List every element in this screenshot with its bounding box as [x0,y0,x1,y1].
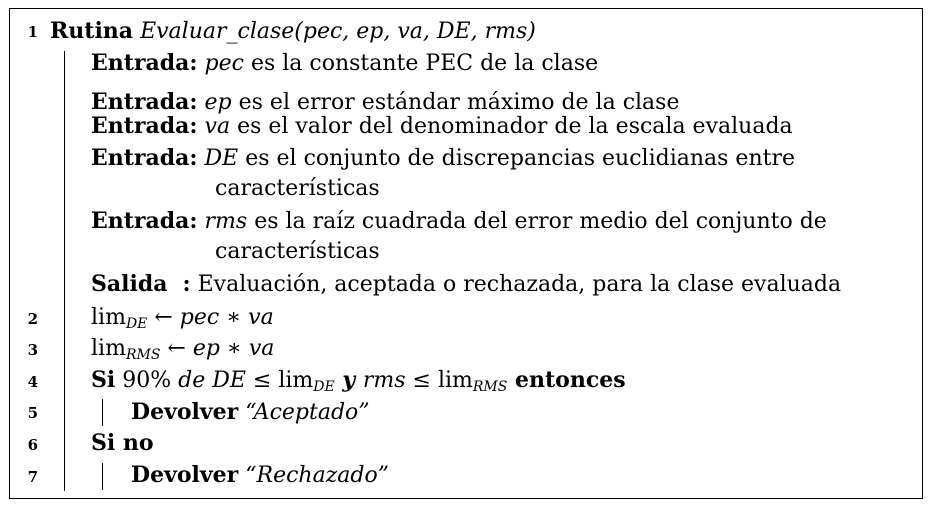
le-operator: ≤ [405,368,438,393]
else-block-rule [102,463,103,490]
input-desc: es el valor del denominador de la escala evaluada [230,114,793,139]
output-desc: Evaluación, aceptada o rechazada, para la clase evaluada [197,272,842,297]
line-number-2: 2 [27,310,38,328]
input-keyword: Entrada: [91,113,198,139]
routine-header [50,17,536,46]
line-number-7: 7 [27,468,38,486]
lim-operator: lim [278,368,314,393]
return-keyword: Devolver [131,462,239,488]
input-rms [91,207,827,236]
le-operator: ≤ [245,368,279,393]
routine-keyword: Rutina [50,18,134,44]
input-var: pec [204,51,244,76]
input-var: rms [204,209,248,234]
input-var: DE [204,146,239,171]
block-indent-rule [64,51,65,491]
input-desc: es el error estándar máximo de la clase [231,90,680,115]
input-keyword: Entrada: [91,145,198,171]
input-desc: es el conjunto de discrepancias euclidianas entre [238,146,795,171]
input-de [91,144,795,173]
and-keyword: y [334,367,363,393]
step-condition [91,366,626,401]
step-return-accepted [131,398,370,427]
input-va [91,112,793,141]
lim-subscript: RMS [125,347,161,363]
lim-subscript: RMS [472,379,508,395]
return-keyword: Devolver [131,399,239,425]
line-number-6: 6 [27,436,38,454]
routine-signature: Evaluar_clase(pec, ep, va, DE, rms) [140,19,536,44]
input-keyword: Entrada: [91,208,198,234]
output-keyword: Salida [91,271,168,297]
lim-operator: lim [91,336,126,361]
lim-subscript: DE [125,316,148,332]
condition-var: de DE [178,368,246,393]
lim-subscript: DE [313,379,335,395]
return-value: “Rechazado” [245,463,389,488]
return-value: “Aceptado” [245,400,370,425]
line-number-1: 1 [27,23,38,41]
step-lim-de [91,304,274,338]
step-return-rejected [131,461,389,490]
assignment-expression: ← pec ∗ va [147,305,274,330]
input-desc: es la raíz cuadrada del error medio del conjunto de [247,209,827,234]
input-var: va [204,114,231,139]
step-lim-rms [91,335,274,369]
step-else [91,429,154,458]
input-de-continuation: características [215,176,380,201]
line-number-5: 5 [27,404,38,422]
then-keyword: entonces [507,367,626,393]
lim-operator: lim [91,305,126,330]
input-keyword: Entrada: [91,89,198,115]
output-line [91,270,841,299]
assignment-expression: ← ep ∗ va [160,336,275,361]
percent-value: 90% [115,368,179,393]
algorithm-box [9,8,923,499]
input-desc: es la constante PEC de la clase [243,51,599,76]
line-number-4: 4 [27,373,38,391]
input-pec [91,49,598,78]
input-keyword: Entrada: [91,50,198,76]
input-rms-continuation: características [215,239,380,264]
if-keyword: Si [91,367,116,393]
lim-operator: lim [437,368,473,393]
output-colon: : [182,271,191,297]
condition-var: rms [362,368,406,393]
input-var: ep [204,90,232,115]
if-block-rule [102,399,103,426]
line-number-3: 3 [27,341,38,359]
else-keyword: Si no [91,430,154,456]
